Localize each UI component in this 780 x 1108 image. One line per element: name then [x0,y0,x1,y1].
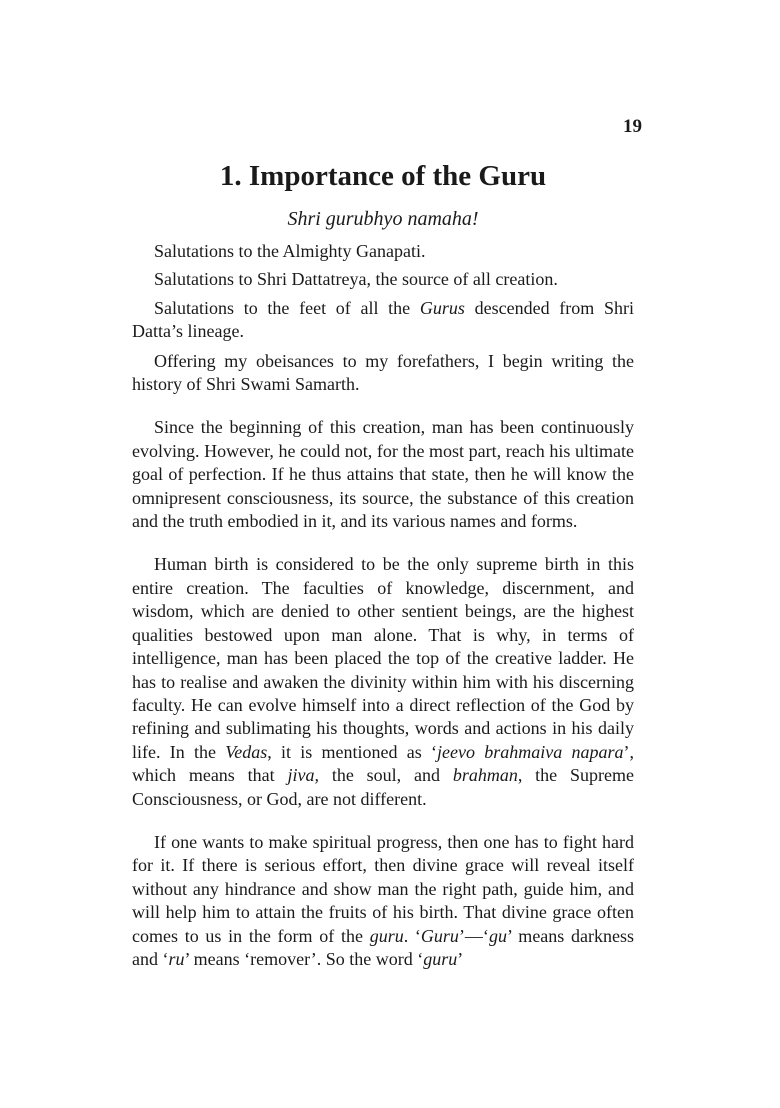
salutation-gurus: Salutations to the feet of all the Gurus descended from Shri Datta’s lineage. [132,297,634,342]
salutations [132,240,634,344]
salutation-dattatreya: Salutations to Shri Dattatreya, the source of all creation. [154,269,558,290]
chapter-title: 1. Importance of the Guru [219,160,547,192]
paragraph-obeisances: Offering my obeisances to my forefathers, I begin writing the history of Shri Swami Samarth. [132,350,634,395]
paragraph-spiritual-progress: If one wants to make spiritual progress, then one has to fight hard for it. If there is serious effort, then divine grace will reveal itself without any hindrance and show man the right path, guide him, and will help him to attain the fruits of his birth. That divine grace often comes to us in the form of the guru. ‘Guru’—‘gu’ means darkness and ‘ru’ means ‘remover’. So the word ‘guru’ [132,831,634,969]
paragraph-human-birth: Human birth is considered to be the only supreme birth in this entire creation. The faculties of knowledge, discernment, and wisdom, which are denied to other sentient beings, are the highest qualities bestowed upon man alone. That is why, in terms of intelligence, man has been placed the top of the creative ladder. He has to realise and awaken the divinity within him with his discerning faculty. He can evolve himself into a direct reflection of the God by refining and sublimating his thoughts, words and actions in his daily life. In the Vedas, it is mentioned as ‘jeevo brahmaiva napara’, which means that jiva, the soul, and brahman, the Supreme Consciousness, or God, are not different. [132,554,634,809]
paragraph-creation: Since the beginning of this creation, man has been continuously evolving. However, he could not, for the most part, reach his ultimate goal of perfection. If he thus attains that state, then he will know the omnipresent consciousness, its source, the substance of this creation and the truth embodied in it, and its various names and forms. [132,417,634,532]
page-number: 19 [623,116,642,137]
invocation: Shri gurubhyo namaha! [287,208,479,230]
salutation-ganapati: Salutations to the Almighty Ganapati. [154,241,426,261]
page-body [132,158,634,971]
